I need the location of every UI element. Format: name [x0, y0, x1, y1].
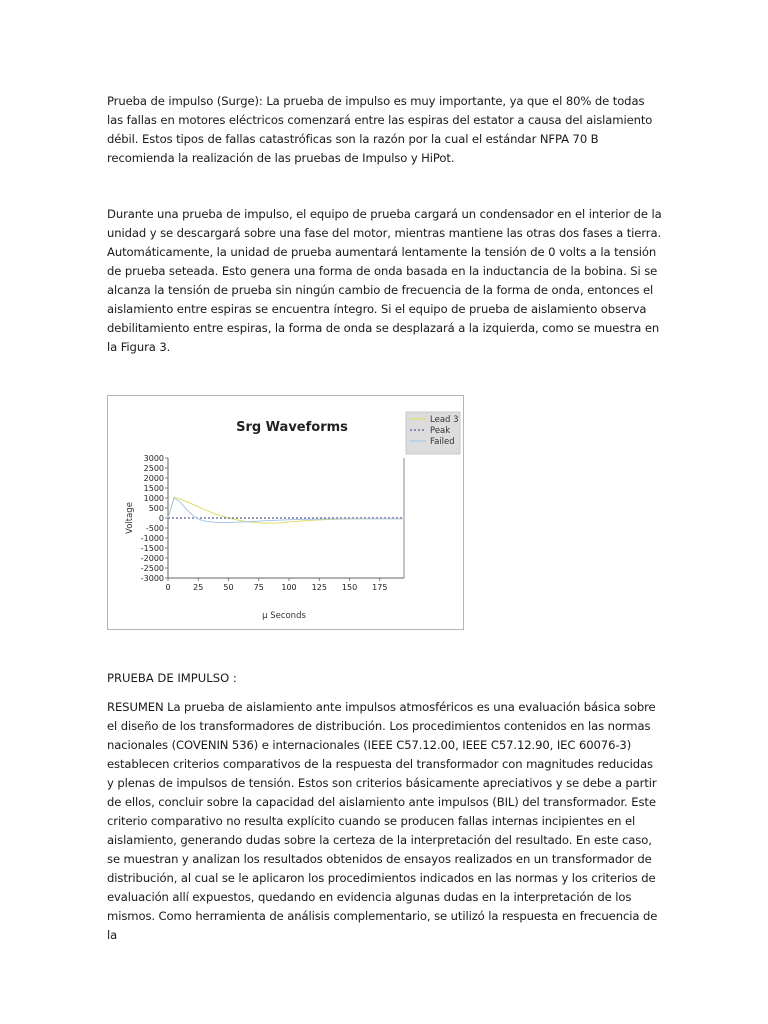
x-tick-label: 100	[281, 583, 297, 592]
x-tick-label: 150	[341, 583, 358, 592]
y-tick-label: -500	[145, 524, 164, 533]
y-tick-label: 1500	[143, 484, 164, 493]
y-tick-label: 500	[148, 504, 164, 513]
x-axis-label: µ Seconds	[262, 611, 306, 621]
y-tick-label: -3000	[140, 574, 164, 583]
legend-label: Peak	[430, 426, 451, 436]
chart-series-layer	[168, 497, 404, 523]
y-tick-label: -2000	[140, 554, 164, 563]
y-tick-label: 0	[158, 514, 164, 523]
chart-title: Srg Waveforms	[236, 420, 348, 435]
x-tick-label: 125	[311, 583, 327, 592]
legend-label: Failed	[430, 437, 455, 447]
x-tick-label: 0	[165, 583, 171, 592]
y-tick-label: 3000	[143, 454, 164, 463]
y-tick-label: 2500	[143, 464, 164, 473]
legend-label: Lead 3	[430, 415, 459, 425]
paragraph-summary: RESUMEN La prueba de aislamiento ante impulsos atmosféricos es una evaluación básica sobre el diseño de los transformadores de distribución. Los procedimientos contenidos en las normas nacionales (COVENIN 536) e internacionales (IEEE C57.12.00, IEEE C57.12.90, IEC 60076-3) establecen criterios comparativos de la respuesta del transformador con magnitudes reducidas y plenas de impulsos de tensión. Estos son criterios básicamente apreciativos y se debe a partir de ellos, concluir sobre la capacidad del aislamiento ante impulsos (BIL) del transformador. Este criterio comparativo no resulta explícito cuando se producen fallas internas incipientes en el aislamiento, generando dudas sobre la certeza de la interpretación del resultado. En este caso, se muestran y analizan los resultados obtenidos de ensayos realizados en un transformador de distribución, al cual se le aplicaron los procedimientos indicados en las normas y los criterios de evaluación allí expuestos, quedando en evidencia algunas dudas en la interpretación de los mismos. Como herramienta de análisis complementario, se utilizó la respuesta en frecuencia de la	[107, 700, 658, 942]
y-tick-label: -2500	[140, 564, 164, 573]
y-tick-label: 2000	[143, 474, 164, 483]
x-tick-label: 50	[223, 583, 234, 592]
chart-svg	[108, 396, 463, 629]
y-axis-label: Voltage	[125, 502, 135, 534]
x-tick-label: 175	[372, 583, 388, 592]
y-tick-label: -1000	[140, 534, 164, 543]
paragraph-surge-test: Prueba de impulso (Surge): La prueba de impulso es muy importante, ya que el 80% de todas las fallas en motores eléctricos comenzará entre las espiras del estator a causa del aislamiento débil. Estos tipos de fallas catastróficas son la razón por la cual el estándar NFPA 70 B recomienda la realización de las pruebas de Impulso y HiPot.	[107, 94, 653, 165]
chart-legend	[406, 412, 460, 454]
figure-surge-waveforms	[107, 395, 464, 630]
x-tick-label: 25	[193, 583, 204, 592]
series-line-failed	[168, 498, 404, 523]
x-tick-label: 75	[253, 583, 264, 592]
y-tick-label: -1500	[140, 544, 164, 553]
y-tick-label: 1000	[143, 494, 164, 503]
section-title-impulse-test: PRUEBA DE IMPULSO :	[107, 671, 237, 685]
paragraph-surge-procedure: Durante una prueba de impulso, el equipo de prueba cargará un condensador en el interior de la unidad y se descargará sobre una fase del motor, mientras mantiene las otras dos fases a tierra. Automáticamente, la unidad de prueba aumentará lentamente la tensión de 0 volts a la tensión de prueba seteada. Esto genera una forma de onda basada en la inductancia de la bobina. Si se alcanza la tensión de prueba sin ningún cambio de frecuencia de la forma de onda, entonces el aislamiento entre espiras se encuentra íntegro. Si el equipo de prueba de aislamiento observa debilitamiento entre espiras, la forma de onda se desplazará a la izquierda, como se muestra en la Figura 3.	[107, 207, 662, 354]
